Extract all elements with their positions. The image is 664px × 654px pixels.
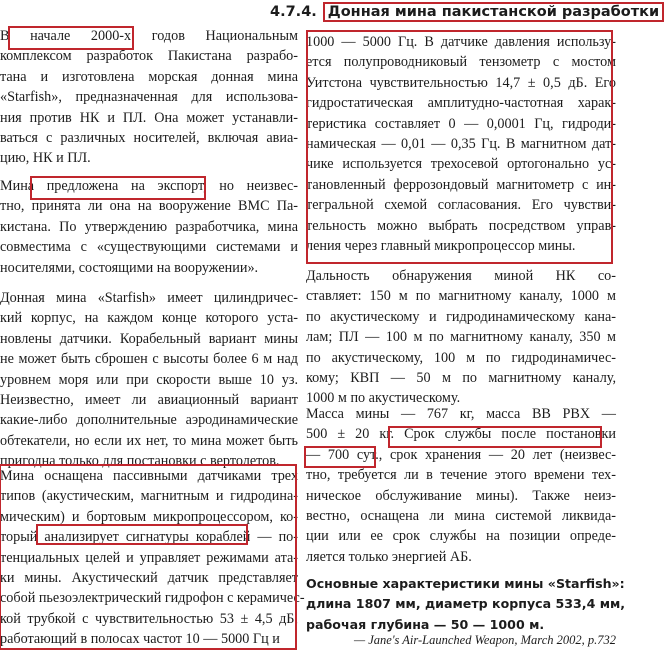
text-line: тановленный феррозондовый магнитометр с ин-	[306, 176, 616, 193]
text-line: ется полупроводниковый тензометр с мостом	[306, 54, 616, 71]
text-line: ническое обслуживание мины). Также неиз-	[306, 487, 616, 504]
right-paragraph-3	[306, 404, 616, 567]
text-line: по акустическому, 100 м по гидродинамичес-	[306, 349, 616, 366]
text-line: по акустическому и гидродинамическому кана-	[306, 308, 616, 325]
text-line: вестно, оснащена ли мина системой ликвида-	[306, 508, 616, 525]
text-line: длина 1807 мм, диаметр корпуса 533,4 мм,	[306, 596, 626, 612]
left-paragraph-3	[0, 288, 298, 472]
text-line: кой трубкой с чувствительностью 53 ± 4,5 дБ,	[0, 610, 298, 627]
text-line: пригодна только для постановки с вертолетов.	[0, 453, 280, 470]
text-line: ции или ее срок службы на позиции опреде-	[306, 528, 616, 545]
text-line: торый анализирует сигнатуры кораблей — по-	[0, 529, 298, 546]
text-line: кий корпус, на каждом конце которого уста-	[0, 310, 298, 327]
text-line: кистана. По утверждению разработчика, мина	[0, 218, 298, 235]
text-line: комплексом разработок Пакистана разрабо-	[0, 48, 298, 65]
text-line: Мина предложена на экспорт, но неизвес-	[0, 178, 298, 194]
text-line: лам; ПЛ — 100 м по магнитному каналу, 350 м	[306, 329, 616, 346]
section-number: 4.7.4.	[270, 4, 317, 20]
right-paragraph-2	[306, 266, 616, 409]
text-line: чике используется трехосевой ортогонально ус-	[306, 156, 616, 173]
text-line: Донная мина «Starfish» имеет цилиндричес-	[0, 290, 298, 306]
text-line: 1000 м по акустическому.	[306, 390, 461, 407]
section-heading	[270, 4, 664, 20]
text-line: гидростатическая амплитудно-частотная харак-	[306, 95, 616, 112]
source-citation: — Jane's Air-Launched Weapon, March 2002, p.732	[353, 633, 616, 647]
left-paragraph-4	[0, 466, 305, 650]
text-line: Основные характеристики мины «Starfish»:	[306, 576, 625, 591]
text-line: какие-либо дополнительные аэродинамические	[0, 412, 298, 429]
text-line: кому; КВП — 50 м по магнитному каналу,	[306, 370, 616, 387]
text-line: ния против НК и ПЛ. Она может устанавли-	[0, 109, 298, 126]
text-line: обтекатели, но если их нет, то мина может быть	[0, 432, 298, 449]
text-line: Дальность обнаружения миной НК со-	[306, 268, 616, 284]
text-line: работающий в полосах частот 10 — 5000 Гц и	[0, 631, 280, 648]
text-line: тно, принята ли она на вооружение ВМС Па-	[0, 198, 298, 215]
text-line: носителями, состоящими на вооружении».	[0, 259, 259, 276]
text-line: не может быть сброшен с высоты более 6 м над	[0, 351, 298, 368]
left-paragraph-1	[0, 26, 298, 169]
text-line: тно, требуется ли в течение этого времени тех-	[306, 467, 616, 484]
text-line: тегральной схемой согласования. Его чувстви-	[306, 197, 616, 214]
text-line: Мина оснащена пассивными датчиками трех	[0, 468, 298, 484]
text-line: Масса мины — 767 кг, масса ВВ PBX —	[306, 406, 616, 422]
text-line: намическая — 0,01 — 0,35 Гц. В магнитном дат-	[306, 136, 616, 153]
text-line: цию, НК и ПЛ.	[0, 150, 91, 167]
section-title: Донная мина пакистанской разработки	[323, 2, 664, 22]
text-line: тельность можно выбрать посредством управ-	[306, 217, 616, 234]
text-line: ваться с различных носителей, включая авиа-	[0, 130, 298, 147]
right-paragraph-1	[306, 32, 616, 256]
text-line: ляется только энергией АБ.	[306, 548, 472, 565]
text-line: уровнем моря или при скорости выше 10 уз.	[0, 371, 298, 388]
text-line: 500 ± 20 кг. Срок службы после постановки	[306, 426, 616, 443]
text-line: — 700 сут., срок хранения — 20 лет (неизвес-	[306, 446, 616, 463]
text-line: «Starfish», предназначенная для использова-	[0, 89, 298, 106]
text-line: теристика составляет 0 — 0,0001 Гц, гидроди-	[306, 115, 616, 132]
text-line: совместима с «существующими системами и	[0, 239, 298, 256]
text-line: новлены датчики. Корабельный вариант мины	[0, 330, 298, 347]
text-line: тенциальных целей и управляет режимами ата-	[0, 549, 298, 566]
text-line: Уитстона чувствительностью 14,7 ± 0,5 дБ. Его	[306, 74, 616, 91]
text-line: ставляет: 150 м по магнитному каналу, 1000 м	[306, 288, 616, 305]
text-line: мическим) и бортовым микропроцессором, ко-	[0, 508, 298, 525]
text-line: ки мины. Акустический датчик представляет	[0, 570, 298, 587]
left-paragraph-2	[0, 176, 298, 278]
text-line: тана и изготовлена морская донная мина	[0, 68, 298, 85]
text-line: рабочая глубина — 50 — 1000 м.	[306, 616, 545, 632]
text-line: В начале 2000-х годов Национальным	[0, 28, 298, 44]
text-line: ления через главный микропроцессор мины.	[306, 238, 576, 255]
text-line: типов (акустическим, магнитным и гидродина-	[0, 488, 298, 505]
text-line: 1000 — 5000 Гц. В датчике давления использу-	[306, 34, 616, 50]
text-line: собой пьезоэлектрический гидрофон с керамичес-	[0, 590, 305, 607]
text-line: Неизвестно, имеет ли авиационный вариант	[0, 392, 298, 409]
right-paragraph-4	[306, 574, 626, 635]
